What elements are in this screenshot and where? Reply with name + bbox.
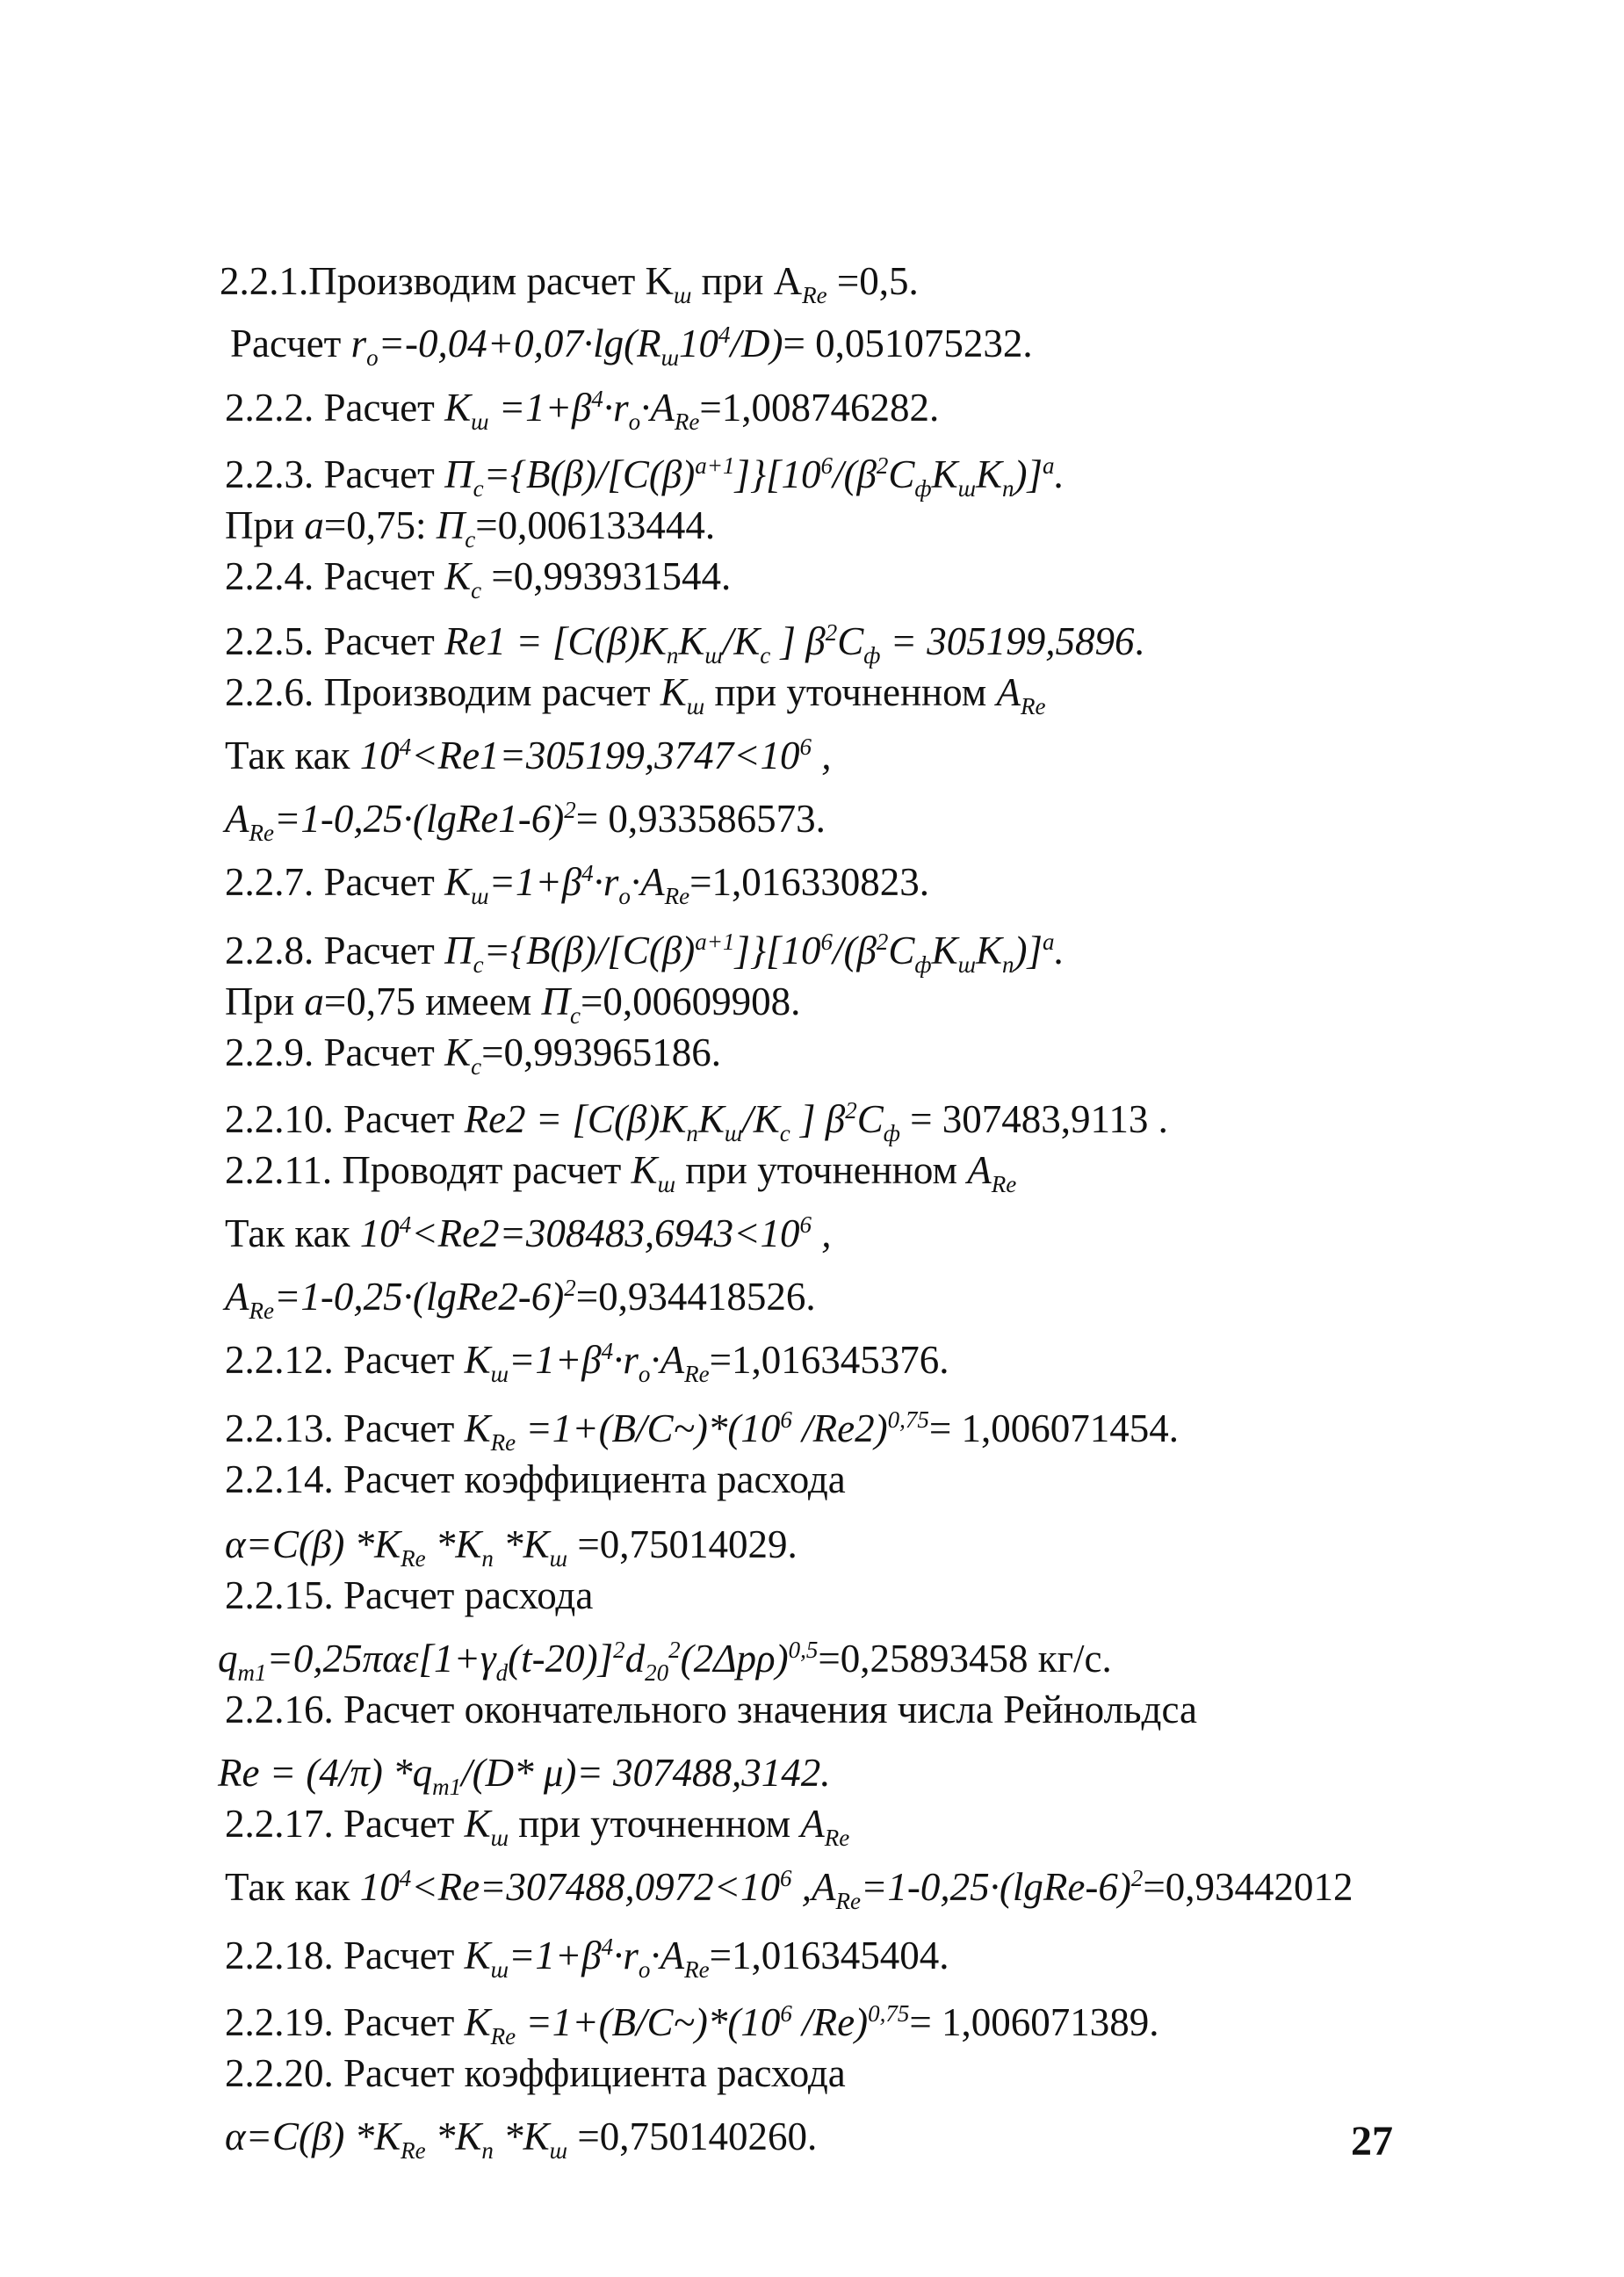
step-2-2-19: 2.2.19. Расчет $K_{Re}$ $=1+(B/C\sim)*(10^6$ /Re)$^{0,75}$= 1,006071389. (225, 2000, 1159, 2049)
step-2-2-4: 2.2.4. Расчет $K_c =0,993931544$. (225, 554, 732, 604)
mass-flow: $q_{m1}=0,25\pi\alpha\varepsilon[1+\gamma_d(t-20)]^2d_{20}^2(2\Delta p\rho)^{0,5}=0,25893458$ кг/с. (218, 1637, 1112, 1686)
step-2-2-12: 2.2.12. Расчет $K_ш=1+\beta^4\cdot r_o\cdot A_{Re}=1,016345376$. (225, 1338, 949, 1387)
alpha-pi-c-1: При a=0,75: $П_c=0,006133444$. (225, 503, 716, 553)
alpha-pi-c-2: При a=0,75 имеем $П_c=0,00609908$. (225, 979, 801, 1029)
alpha-2: α=C(β) $*K_{Re}$ $*K_п$ $*K_ш =0,750140260$. (225, 2114, 818, 2164)
step-2-2-17: 2.2.17. Расчет $K_ш$ при уточненном $A_{Re}$ (225, 1802, 850, 1851)
step-2-2-18: 2.2.18. Расчет $K_ш=1+\beta^4\cdot r_o\cdot A_{Re}=1,016345404$. (225, 1934, 949, 1983)
step-2-2-7: 2.2.7. Расчет $K_ш=1+\beta^4\cdot r_o\cdot A_{Re}=1,016330823$. (225, 860, 930, 909)
step-2-2-10: 2.2.10. Расчет $Re2 = [C(\beta)K_пK_ш/K_c$ ] $\beta^2C_ф = 307483,9113$ . (225, 1097, 1168, 1146)
step-2-2-14: 2.2.14. Расчет коэффициента расхода (225, 1457, 846, 1501)
step-2-2-3: 2.2.3. Расчет $П_c=\{B(\beta)/[C(\beta)^{a+1}]\}[10^6/(\beta^2C_фK_шK_п)]^a$. (225, 452, 1065, 502)
page-number: 27 (1351, 2118, 1393, 2165)
step-2-2-5: 2.2.5. Расчет $Re1 = [C(\beta)K_пK_ш/K_c$ ] $\beta^2C_ф = 305199,5896$. (225, 619, 1144, 669)
reynolds-final: Re = (4/π) $*q_{m1}/(D*$ μ)= 307488,3142. (218, 1751, 831, 1800)
step-2-2-16: 2.2.16. Расчет окончательного значения числа Рейнольдса (225, 1688, 1197, 1731)
step-2-2-20: 2.2.20. Расчет коэффициента расхода (225, 2051, 846, 2095)
calc-r0: Расчет $r_o=-0,04+0,07\cdot\lg(R_ш10^4/D)= 0,051075232$. (230, 322, 1033, 371)
step-2-2-6: 2.2.6. Производим расчет $K_ш$ при уточненном $A_{Re}$ (225, 670, 1046, 719)
step-2-2-1: 2.2.1.Производим расчет $K_ш$ при $A_{Re} =0,5$. (220, 259, 919, 308)
step-2-2-9: 2.2.9. Расчет $K_c=0,993965186$. (225, 1030, 721, 1080)
step-2-2-8: 2.2.8. Расчет $П_c=\{B(\beta)/[C(\beta)^{a+1}]\}[10^6/(\beta^2C_фK_шK_п)]^a$. (225, 929, 1065, 978)
step-2-2-13: 2.2.13. Расчет $K_{Re}$ $=1+(B/C\sim)*(10^6$ /Re2)$^{0,75}$= 1,006071454. (225, 1406, 1179, 1456)
step-2-2-2: 2.2.2. Расчет $K_ш =1+\beta^4\cdot r_o\cdot A_{Re}=1,008746282$. (225, 386, 940, 435)
condition-re1: Так как $10^4<Re1=305199,3747<10^6$ , (225, 734, 832, 777)
condition-re: Так как $10^4<Re=307488,0972<10^6$ $,A_{Re}=1-0,25\cdot(lgRe-6)^2=0,93442012$ (225, 1865, 1353, 1914)
alpha-1: α=C(β) $*K_{Re}$ $*K_п$ $*K_ш =0,75014029$. (225, 1522, 798, 1572)
are-1: $A_{Re}=1-0,25\cdot(lgRe1-6)^2= 0,933586573$. (225, 797, 826, 846)
are-2: $A_{Re}=1-0,25\cdot(lgRe2-6)^2=0,934418526$. (225, 1275, 816, 1324)
condition-re2: Так как $10^4<Re2=308483,6943<10^6$ , (225, 1211, 832, 1255)
step-2-2-11: 2.2.11. Проводят расчет $K_ш$ при уточненном $A_{Re}$ (225, 1148, 1017, 1197)
step-2-2-15: 2.2.15. Расчет расхода (225, 1573, 594, 1617)
